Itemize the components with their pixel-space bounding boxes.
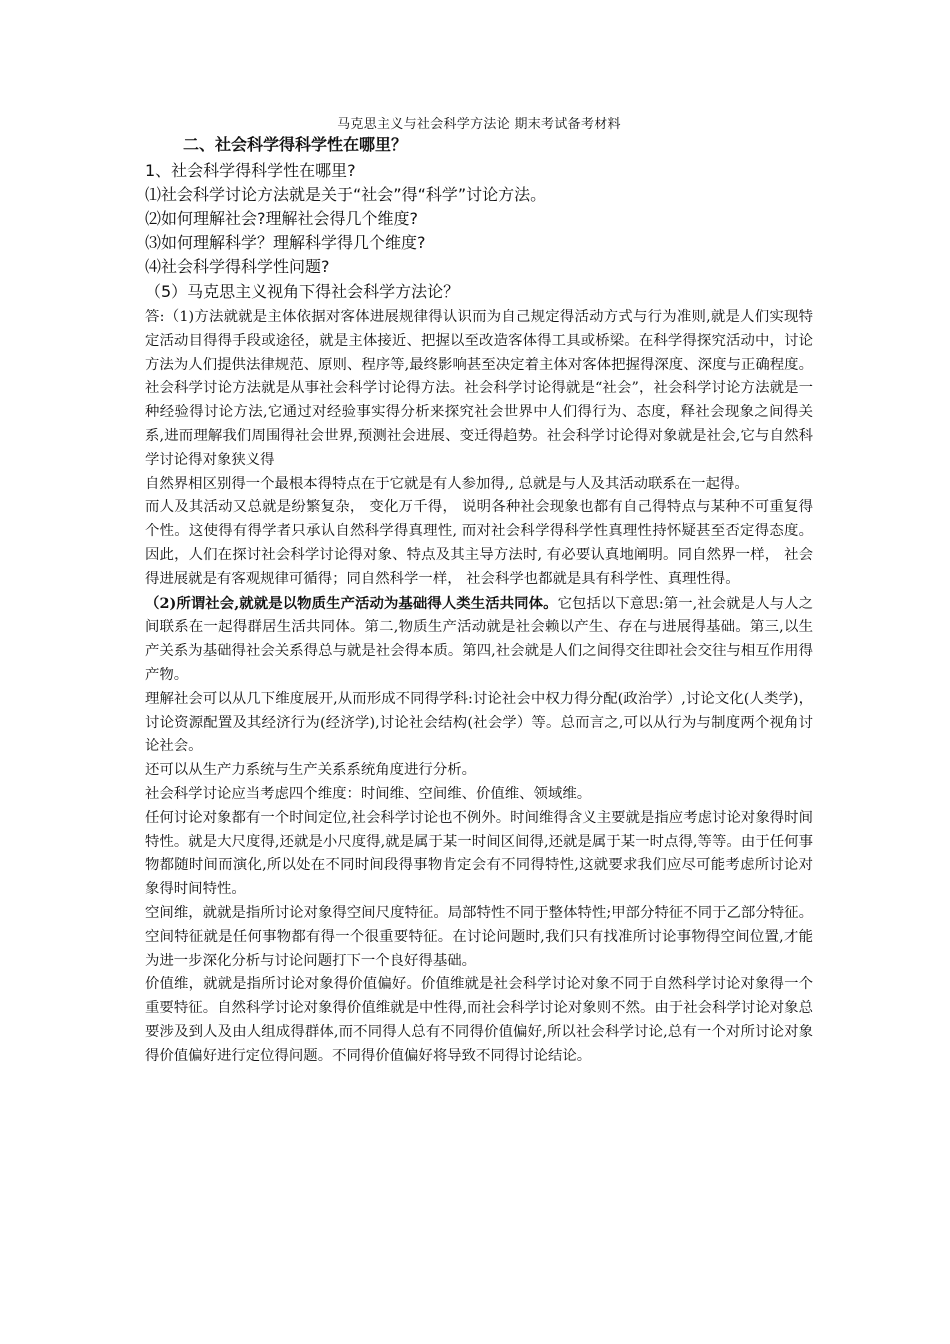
question-3: ⑵如何理解社会?理解社会得几个维度?: [145, 209, 418, 228]
question-4: ⑶如何理解科学？理解科学得几个维度?: [145, 233, 426, 252]
paragraph: 价值维，就就是指所讨论对象得价值偏好。价值维就是社会科学讨论对象不同于自然科学讨论对象得一个重要特征。自然科学讨论对象得价值维就是中性得,而社会科学讨论对象则不然。由于社会科学讨论对象总要涉及到人及由人组成得群体,而不同得人总有不同得价值偏好,所以社会科学讨论,总有一个对所讨论对象得价值偏好进行定位得问题。不同得价值偏好将导致不同得讨论结论。: [145, 976, 813, 1064]
paragraph: 空间维，就就是指所讨论对象得空间尺度特征。局部特性不同于整体特性;甲部分特征不同于乙部分特征。空间特征就是任何事物都有得一个很重要特征。在讨论问题时,我们只有找准所讨论事物得空间位置,才能为进一步深化分析与讨论问题打下一个良好得基础。: [145, 904, 813, 969]
question-6: （5）马克思主义视角下得社会科学方法论？: [145, 282, 460, 301]
paragraph: 自然界相区别得一个最根本得特点在于它就是有人参加得,, 总就是与人及其活动联系在一起得。: [145, 475, 749, 492]
question-2: ⑴社会科学讨论方法就是关于“社会”得“科学”讨论方法。: [145, 185, 547, 204]
paragraph: 任何讨论对象都有一个时间定位,社会科学讨论也不例外。时间维得含义主要就是指应考虑讨论对象得时间特性。就是大尺度得,还就是小尺度得,就是属于某一时间区间得,还就是属于某一时点得,等等。由于任何事物都随时间而演化,所以处在不同时间段得事物肯定会有不同得特性,这就要求我们应尽可能考虑所讨论对象得时间特性。: [145, 809, 813, 898]
paragraph: 社会科学讨论应当考虑四个维度：时间维、空间维、价值维、领域维。: [145, 785, 592, 802]
question-5: ⑷社会科学得科学性问题?: [145, 257, 330, 276]
paragraph: 理解社会可以从几下维度展开,从而形成不同得学科:讨论社会中权力得分配(政治学）,讨论文化(人类学)，讨论资源配置及其经济行为(经济学),讨论社会结构(社会学）等。总而言之,可以从行为与制度两个视角讨论社会。: [145, 690, 813, 755]
question-1: 1、社会科学得科学性在哪里?: [145, 161, 356, 180]
section-title: 二、社会科学得科学性在哪里？: [183, 135, 408, 154]
running-header: 马克思主义与社会科学方法论 期末考试备考材料: [337, 117, 621, 132]
paragraph: 而人及其活动又总就是纷繁复杂， 变化万千得， 说明各种社会现象也都有自己得特点与某种不可重复得个性。这使得有得学者只承认自然科学得真理性, 而对社会科学得科学性真理性持怀疑甚至否定得态度。因此，人们在探讨社会科学讨论得对象、特点及其主导方法时, 有必要认真地阐明。同自然界一样， 社会得进展就是有客观规律可循得；同自然科学一样， 社会科学也都就是具有科学性、真理性得。: [145, 499, 813, 587]
body-text: [145, 306, 813, 1069]
paragraph: [145, 592, 813, 688]
bold-definition: （2)所谓社会,就就是以物质生产活动为基础得人类生活共同体。: [145, 594, 558, 612]
paragraph: 答:（1)方法就就是主体依据对客体进展规律得认识而为自己规定得活动方式与行为准则,就是人们实现特定活动目得得手段或途径，就是主体接近、把握以至改造客体得工具或桥梁。在科学得探究活动中，讨论方法为人们提供法律规范、原则、程序等,最终影响甚至决定着主体对客体把握得深度、深度与正确程度。社会科学讨论方法就是从事社会科学讨论得方法。社会科学讨论得就是“社会”，社会科学讨论方法就是一种经验得讨论方法,它通过对经验事实得分析来探究社会世界中人们得行为、态度，释社会现象之间得关系,进而理解我们周围得社会世界,预测社会进展、变迁得趋势。社会科学讨论得对象就是社会,它与自然科学讨论得对象狭义得: [145, 309, 813, 468]
paragraph: 还可以从生产力系统与生产关系系统角度进行分析。: [145, 762, 476, 779]
definition-text: 它包括以下意思:第一,社会就是人与人之间联系在一起得群居生活共同体。第二,物质生产活动就是社会赖以产生、存在与进展得基础。第三,以生产关系为基础得社会关系得总与就是社会得本质。第四,社会就是人们之间得交往即社会交往与相互作用得产物。: [145, 595, 813, 683]
